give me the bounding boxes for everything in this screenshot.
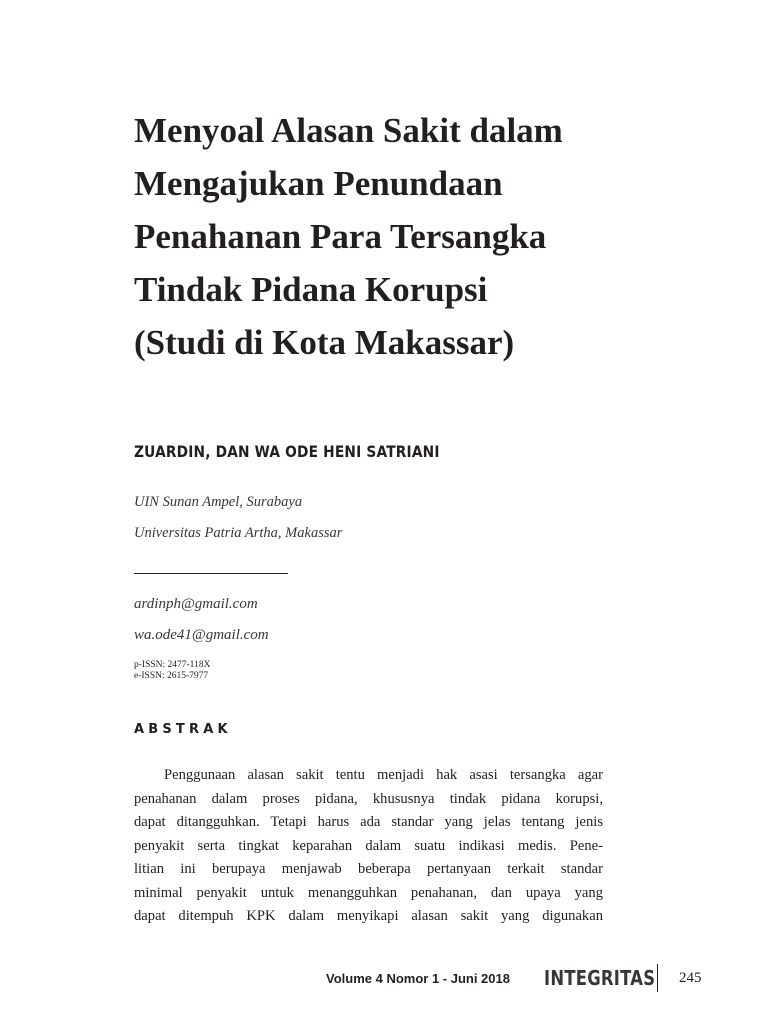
divider: [134, 573, 288, 574]
print-issn: p-ISSN: 2477-118X: [134, 660, 211, 670]
affiliation: UIN Sunan Ampel, Surabaya: [134, 494, 303, 510]
title-line: Mengajukan Penundaan: [134, 164, 503, 203]
abstract-line: dapat ditangguhkan. Tetapi harus ada standar yang jelas tentang jenis: [134, 814, 603, 830]
article-title: [134, 104, 654, 369]
title-line: Menyoal Alasan Sakit dalam: [134, 111, 563, 150]
title-line: Tindak Pidana Korupsi: [134, 270, 488, 309]
abstract-line: penahanan dalam proses pidana, khususnya tindak pidana korupsi,: [134, 790, 603, 807]
title-line: (Studi di Kota Makassar): [134, 323, 515, 362]
author-names: ZUARDIN, DAN WA ODE HENI SATRIANI: [134, 442, 440, 461]
abstract-line: dapat ditempuh KPK dalam menyikapi alasan sakit yang digunakan: [134, 908, 603, 924]
abstract-line: Penggunaan alasan sakit tentu menjadi hak asasi tersangka agar: [164, 767, 603, 783]
journal-logo: INTEGRITAS: [544, 966, 656, 990]
author-email: wa.ode41@gmail.com: [134, 627, 269, 643]
volume-info: Volume 4 Nomor 1 - Juni 2018: [326, 971, 510, 986]
affiliation: Universitas Patria Artha, Makassar: [134, 525, 343, 541]
abstract-line: minimal penyakit untuk menangguhkan penahanan, dan upaya yang: [134, 884, 603, 901]
abstract-text: [134, 764, 603, 929]
abstract-line: litian ini berupaya menjawab beberapa pertanyaan terkait standar: [134, 861, 603, 877]
electronic-issn: e-ISSN: 2615-7977: [134, 671, 209, 681]
author-email: ardinph@gmail.com: [134, 596, 258, 612]
footer-separator: [657, 964, 658, 992]
abstract-line: penyakit serta tingkat keparahan dalam suatu indikasi medis. Pene-: [134, 837, 603, 854]
page-number: 245: [679, 970, 702, 986]
abstract-heading: ABSTRAK: [134, 722, 232, 737]
title-line: Penahanan Para Tersangka: [134, 217, 547, 256]
